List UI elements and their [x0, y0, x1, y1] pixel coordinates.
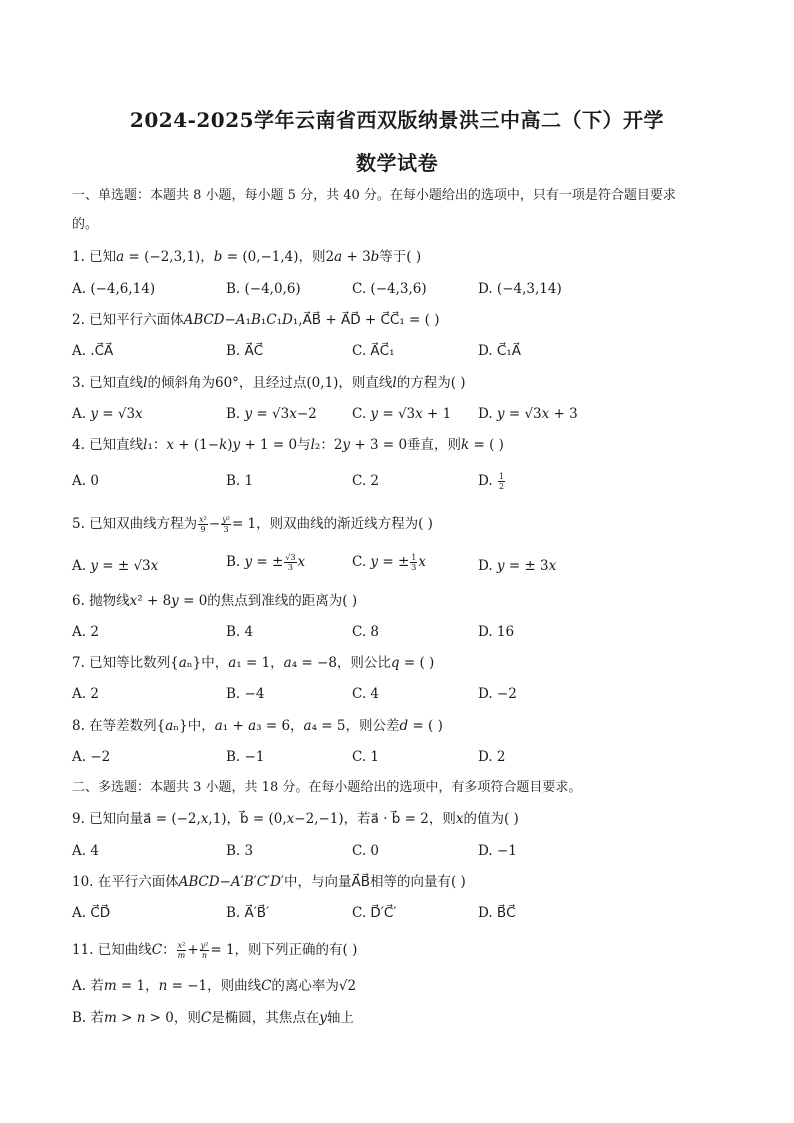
- q3-option-c: C. 𝑦 = √3𝑥 + 1: [352, 406, 452, 422]
- q10-option-d: D. B⃗C⃗: [478, 905, 516, 921]
- fraction-numerator: √3: [285, 553, 296, 562]
- question-2-stem: 2. 已知平行六面体𝐴𝐵𝐶𝐷−𝐴₁𝐵₁𝐶₁𝐷₁,A⃗B⃗ + A⃗D⃗ + C⃗C⃗₁ = ( ): [72, 312, 440, 328]
- fraction-numerator: 𝑥²: [177, 941, 186, 950]
- q11-option-a: A. 若𝑚 = 1，𝑛 = −1，则曲线𝐶的离心率为√2: [72, 978, 357, 994]
- fraction-denominator: 𝑚: [177, 951, 186, 960]
- q11-stem-post: = 1，则下列正确的有( ): [210, 942, 358, 958]
- fraction-denominator: 3: [287, 563, 293, 572]
- question-11-stem: 11. 已知曲线𝐶： $\frac{\text{𝑥²}}{\text{𝑚}}$ + $\frac{\text{𝑦²}}{\text{𝑛}}$ = 1，则下列正确的有( ): [72, 941, 358, 960]
- question-4-stem: 4. 已知直线𝑙₁：𝑥 + (1−𝑘)𝑦 + 1 = 0与𝑙₂：2𝑦 + 3 = 0垂直，则𝑘 = ( ): [72, 437, 504, 453]
- q11-frac-x: [177, 941, 187, 960]
- q4-option-a: A. 0: [72, 473, 99, 489]
- q2-option-b: B. A⃗C⃗: [226, 343, 264, 359]
- q5-option-c-pre: C. 𝑦 = ±: [352, 554, 410, 570]
- q5-option-b-pre: B. 𝑦 = ±: [226, 554, 284, 570]
- q8-option-d: D. 2: [478, 749, 506, 765]
- exam-subtitle: 数学试卷: [356, 151, 438, 175]
- q1-option-a: A. (−4,6,14): [72, 281, 156, 297]
- q4-option-d-fraction: [498, 472, 505, 491]
- q3-option-a: A. 𝑦 = √3𝑥: [72, 406, 143, 422]
- section1-heading-cont: 的。: [72, 217, 99, 232]
- fraction-numerator: 𝑥²: [199, 515, 207, 524]
- q1-option-d: D. (−4,3,14): [478, 281, 562, 297]
- q5-option-b-fraction: [284, 553, 296, 572]
- q3-option-d: D. 𝑦 = √3𝑥 + 3: [478, 406, 578, 422]
- fraction-denominator: 9: [200, 525, 206, 534]
- q2-option-a: A. .C⃗A⃗: [72, 343, 114, 359]
- question-10-stem: 10. 在平行六面体𝐴𝐵𝐶𝐷−𝐴′𝐵′𝐶′𝐷′中，与向量A⃗B⃗相等的向量有( ): [72, 874, 466, 890]
- fraction-numerator: 𝑦²: [222, 515, 230, 524]
- q8-option-a: A. −2: [72, 749, 111, 765]
- q9-option-c: C. 0: [352, 843, 380, 859]
- question-7-stem: 7. 已知等比数列{𝑎ₙ}中，𝑎₁ = 1，𝑎₄ = −8，则公比𝑞 = ( ): [72, 655, 435, 671]
- q9-option-d: D. −1: [478, 843, 517, 859]
- q5-frac-x: [198, 515, 208, 534]
- fraction-denominator: 2: [498, 482, 505, 491]
- q7-option-b: B. −4: [226, 686, 265, 702]
- q4-option-c: C. 2: [352, 473, 380, 489]
- q10-option-a: A. C⃗D⃗: [72, 905, 111, 921]
- q8-option-b: B. −1: [226, 749, 265, 765]
- fraction-denominator: 3: [411, 563, 417, 572]
- fraction-numerator: 𝑦²: [200, 941, 209, 950]
- q2-option-d: D. C⃗₁A⃗: [478, 343, 521, 359]
- q5-option-b: [226, 552, 305, 572]
- q5-stem-post: = 1，则双曲线的渐近线方程为( ): [231, 516, 433, 532]
- q5-frac-y: [221, 515, 231, 534]
- q4-option-d-label: D.: [478, 473, 497, 489]
- q5-option-c-post: 𝑥: [418, 554, 426, 570]
- q6-option-a: A. 2: [72, 624, 99, 640]
- question-9-stem: 9. 已知向量a⃗ = (−2,𝑥,1)，b⃗ = (0,𝑥−2,−1)，若a⃗ · b⃗ = 2，则𝑥的值为( ): [72, 811, 519, 827]
- q2-option-c: C. A⃗C⃗₁: [352, 343, 395, 359]
- q5-stem-pre: 5. 已知双曲线方程为: [72, 516, 198, 532]
- exam-title: 2024-2025学年云南省西双版纳景洪三中高二（下）开学: [129, 108, 665, 132]
- question-3-stem: 3. 已知直线𝑙的倾斜角为60°，且经过点(0,1)，则直线𝑙的方程为( ): [72, 375, 466, 391]
- fraction-denominator: 𝑛: [201, 951, 208, 960]
- q7-option-a: A. 2: [72, 686, 99, 702]
- q6-option-c: C. 8: [352, 624, 380, 640]
- question-1-stem: 1. 已知𝑎 = (−2,3,1)，𝑏 = (0,−1,4)，则2𝑎 + 3𝑏等于( ): [72, 249, 422, 265]
- q7-option-d: D. −2: [478, 686, 517, 702]
- q9-option-a: A. 4: [72, 843, 99, 859]
- q4-option-b: B. 1: [226, 473, 254, 489]
- question-8-stem: 8. 在等差数列{𝑎ₙ}中，𝑎₁ + 𝑎₃ = 6，𝑎₄ = 5，则公差𝑑 = ( ): [72, 718, 443, 734]
- fraction-numerator: 1: [411, 553, 417, 562]
- section1-heading: 一、单选题：本题共 8 小题，每小题 5 分，共 40 分。在每小题给出的选项中，只有一项是符合题目要求: [72, 188, 676, 203]
- q11-option-b: B. 若𝑚 > 𝑛 > 0，则𝐶是椭圆，其焦点在𝑦轴上: [72, 1010, 354, 1026]
- question-6-stem: 6. 抛物线𝑥² + 8𝑦 = 0的焦点到准线的距离为( ): [72, 593, 358, 609]
- q5-option-c-fraction: [410, 553, 417, 572]
- q5-option-c: [352, 552, 426, 572]
- q3-option-b: B. 𝑦 = √3𝑥−2: [226, 406, 317, 422]
- q10-option-c: C. D⃗′C⃗′: [352, 905, 397, 921]
- q8-option-c: C. 1: [352, 749, 380, 765]
- q1-option-c: C. (−4,3,6): [352, 281, 427, 297]
- q6-option-b: B. 4: [226, 624, 254, 640]
- question-5-stem: 5. 已知双曲线方程为 $\frac{\text{𝑥²}}{9}$ − $\frac{\text{𝑦²}}{3}$ = 1，则双曲线的渐近线方程为( ): [72, 515, 433, 534]
- q10-option-b: B. A⃗′B⃗′: [226, 905, 270, 921]
- q4-option-d: [478, 471, 506, 491]
- q11-stem-pre: 11. 已知曲线𝐶：: [72, 942, 176, 958]
- fraction-denominator: 3: [223, 525, 229, 534]
- q5-option-d: D. 𝑦 = ± 3𝑥: [478, 558, 557, 574]
- q7-option-c: C. 4: [352, 686, 380, 702]
- fraction-numerator: 1: [498, 472, 505, 481]
- q11-frac-y: [200, 941, 210, 960]
- q1-option-b: B. (−4,0,6): [226, 281, 301, 297]
- q6-option-d: D. 16: [478, 624, 515, 640]
- section2-heading: 二、多选题：本题共 3 小题，共 18 分。在每小题给出的选项中，有多项符合题目要求。: [72, 780, 582, 795]
- q5-option-b-post: 𝑥: [297, 554, 306, 570]
- q5-option-a: A. 𝑦 = ± √3𝑥: [72, 558, 159, 574]
- q9-option-b: B. 3: [226, 843, 254, 859]
